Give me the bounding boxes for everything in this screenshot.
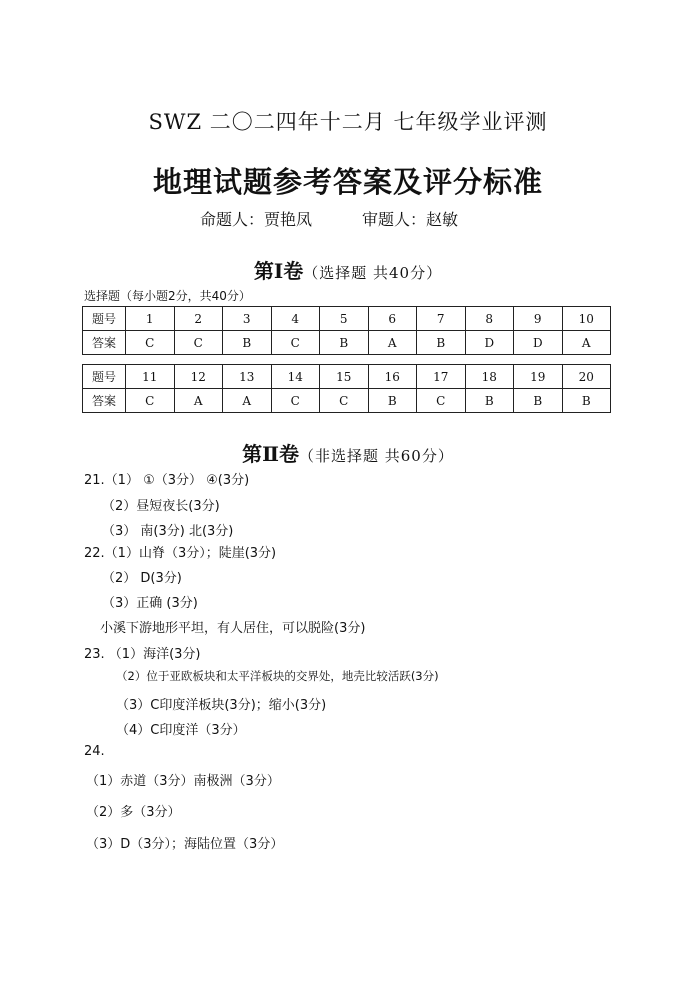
question-row-label: 题号 <box>83 307 126 331</box>
answer-cell: D <box>514 331 563 355</box>
answer-cell: C <box>320 389 369 413</box>
answer-line-24-number: 24. <box>84 744 105 759</box>
section-2-subtitle: （非选择题 共60分） <box>299 447 454 465</box>
answer-row <box>83 389 611 413</box>
authors-line <box>200 207 458 230</box>
answer-line-21-1: 21.（1） ①（3分） ④(3分) <box>84 473 250 488</box>
answer-row-label: 答案 <box>83 389 126 413</box>
answer-line-22-3: （3）正确 (3分) <box>102 596 198 611</box>
answer-cell: C <box>271 331 320 355</box>
answer-cell: B <box>320 331 369 355</box>
multiple-choice-note: 选择题（每小题2分，共40分） <box>84 289 251 303</box>
answer-line-23-4: （4）C印度洋（3分） <box>116 723 246 738</box>
answer-line-24-2: （2）多（3分） <box>86 805 181 820</box>
answer-cell: B <box>514 389 563 413</box>
answer-table-11-20 <box>82 364 611 413</box>
question-number-row <box>83 307 611 331</box>
section-1-title: 第Ⅰ卷 <box>253 259 304 283</box>
answer-cell: C <box>417 389 466 413</box>
question-number: 3 <box>223 307 272 331</box>
answer-cell: C <box>271 389 320 413</box>
question-reviewer: 审题人：赵敏 <box>362 210 459 229</box>
question-number: 12 <box>174 365 223 389</box>
answer-cell: A <box>223 389 272 413</box>
answer-cell: A <box>562 331 611 355</box>
document-title: 地理试题参考答案及评分标准 <box>152 165 543 199</box>
section-2-title: 第Ⅱ卷 <box>242 442 299 466</box>
answer-line-22-note: 小溪下游地形平坦，有人居住，可以脱险(3分) <box>100 621 366 636</box>
question-number: 10 <box>562 307 611 331</box>
answer-cell: B <box>465 389 514 413</box>
exam-header: SWZ 二〇二四年十二月 七年级学业评测 <box>148 110 548 134</box>
question-number: 9 <box>514 307 563 331</box>
answer-cell: B <box>562 389 611 413</box>
section-2-heading <box>0 438 696 467</box>
answer-cell: C <box>126 331 175 355</box>
question-number: 14 <box>271 365 320 389</box>
question-number: 13 <box>223 365 272 389</box>
question-number: 4 <box>271 307 320 331</box>
question-number: 17 <box>417 365 466 389</box>
question-number: 19 <box>514 365 563 389</box>
answer-cell: A <box>368 331 417 355</box>
question-number: 6 <box>368 307 417 331</box>
question-number: 20 <box>562 365 611 389</box>
answer-line-21-2: （2）昼短夜长(3分) <box>102 499 220 514</box>
question-number: 8 <box>465 307 514 331</box>
answer-line-22-1: 22.（1）山脊（3分）；陡崖(3分) <box>84 546 277 561</box>
question-number: 15 <box>320 365 369 389</box>
answer-cell: A <box>174 389 223 413</box>
answer-line-22-2: （2） D(3分) <box>102 571 182 586</box>
answer-line-24-3: （3）D（3分）；海陆位置（3分） <box>86 837 284 852</box>
answer-row-label: 答案 <box>83 331 126 355</box>
section-1-subtitle: （选择题 共40分） <box>303 264 443 282</box>
section-1-heading <box>0 255 696 284</box>
question-number: 18 <box>465 365 514 389</box>
answer-row <box>83 331 611 355</box>
question-number: 2 <box>174 307 223 331</box>
answer-line-24-1: （1）赤道（3分）南极洲（3分） <box>86 774 280 789</box>
answer-line-23-2: （2）位于亚欧板块和太平洋板块的交界处，地壳比较活跃(3分) <box>116 669 439 683</box>
answer-cell: C <box>126 389 175 413</box>
question-number: 16 <box>368 365 417 389</box>
answer-cell: B <box>368 389 417 413</box>
question-number: 1 <box>126 307 175 331</box>
question-number: 11 <box>126 365 175 389</box>
answer-cell: B <box>417 331 466 355</box>
question-row-label: 题号 <box>83 365 126 389</box>
answer-cell: C <box>174 331 223 355</box>
answer-line-23-3: （3）C印度洋板块(3分)；缩小(3分) <box>116 698 327 713</box>
question-setter: 命题人：贾艳凤 <box>200 210 313 229</box>
question-number-row <box>83 365 611 389</box>
answer-line-21-3: （3） 南(3分) 北(3分) <box>102 524 234 539</box>
question-number: 7 <box>417 307 466 331</box>
answer-cell: B <box>223 331 272 355</box>
answer-table-1-10 <box>82 306 611 355</box>
question-number: 5 <box>320 307 369 331</box>
answer-line-23-1: 23. （1）海洋(3分) <box>84 647 201 662</box>
answer-cell: D <box>465 331 514 355</box>
